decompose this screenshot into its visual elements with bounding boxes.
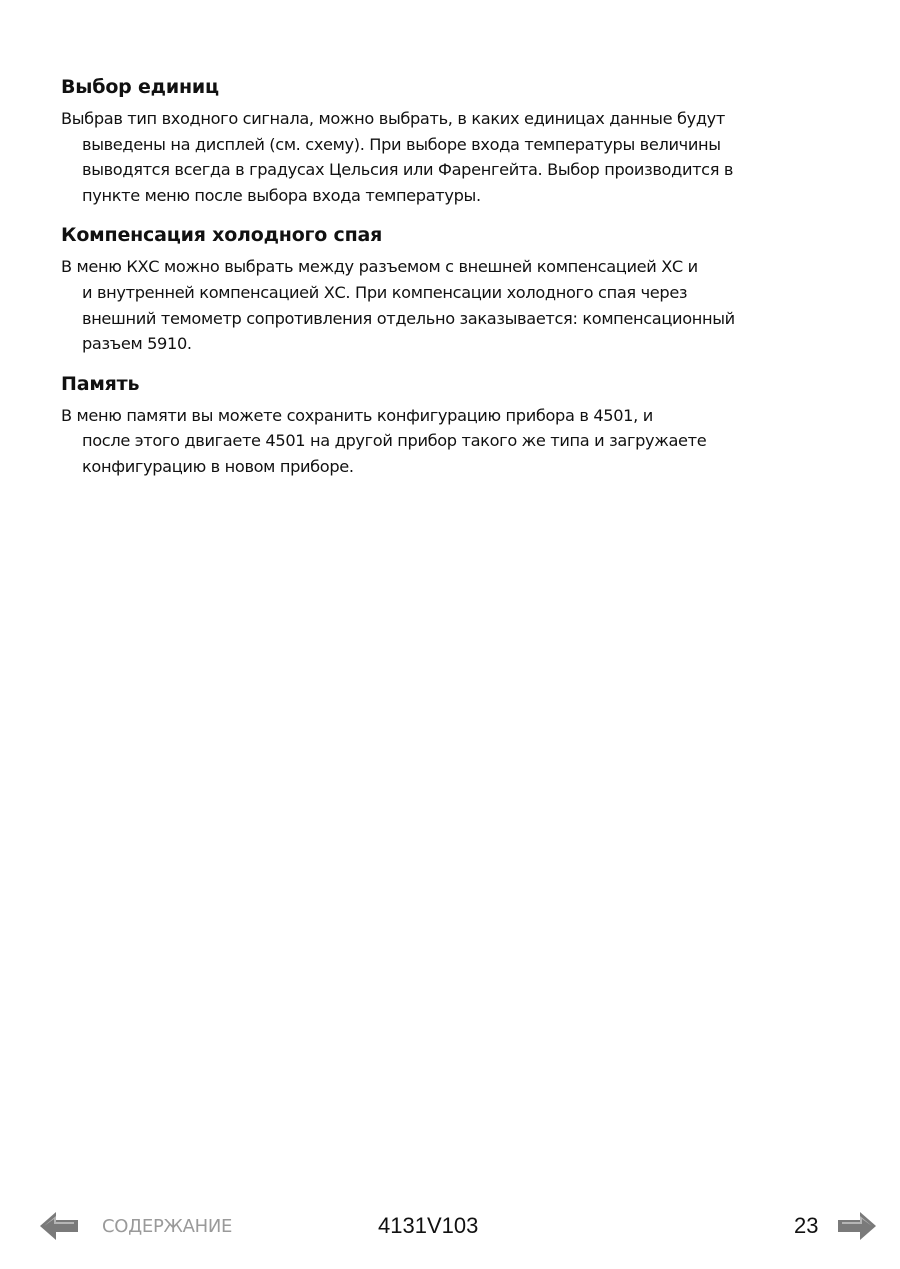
- section-memory: [61, 371, 821, 480]
- paragraph-line: пункте меню после выбора входа температуры.: [82, 185, 481, 205]
- document-body: [61, 74, 821, 494]
- page-number: 23: [794, 1213, 819, 1238]
- paragraph-line: конфигурацию в новом приборе.: [82, 456, 354, 476]
- document-code: 4131V103: [378, 1213, 479, 1238]
- section-title: Выбор единиц: [61, 76, 219, 98]
- section-paragraph: [61, 403, 821, 480]
- page-footer: [0, 1200, 900, 1252]
- next-page-button[interactable]: [836, 1210, 876, 1242]
- section-title: Компенсация холодного спая: [61, 224, 383, 247]
- section-cold-junction: [61, 222, 821, 356]
- paragraph-line: разъем 5910.: [82, 334, 192, 354]
- toc-link[interactable]: [40, 1210, 232, 1242]
- paragraph-line: внешний темометр сопротивления отдельно заказывается: компенсационный: [82, 308, 735, 328]
- paragraph-line: В меню памяти вы можете сохранить конфигурацию прибора в 4501, и: [61, 405, 653, 425]
- section-paragraph: [61, 106, 821, 208]
- section-unit-selection: [61, 74, 821, 208]
- paragraph-line: выводятся всегда в градусах Цельсия или Фаренгейта. Выбор производится в: [82, 160, 734, 180]
- paragraph-line: Выбрав тип входного сигнала, можно выбрать, в каких единицах данные будут: [61, 109, 725, 128]
- arrow-left-icon[interactable]: [40, 1210, 80, 1242]
- arrow-right-icon[interactable]: [836, 1210, 876, 1242]
- paragraph-line: выведены на дисплей (см. схему). При выборе входа температуры величины: [82, 134, 721, 154]
- paragraph-line: после этого двигаете 4501 на другой прибор такого же типа и загружаете: [82, 431, 707, 451]
- paragraph-line: и внутренней компенсацией ХС. При компенсации холодного спая через: [82, 282, 688, 302]
- section-paragraph: [61, 254, 821, 356]
- toc-label[interactable]: СОДЕРЖАНИЕ: [102, 1215, 233, 1237]
- paragraph-line: В меню КХС можно выбрать между разъемом с внешней компенсацией ХС и: [61, 257, 698, 277]
- section-title: Память: [61, 372, 140, 395]
